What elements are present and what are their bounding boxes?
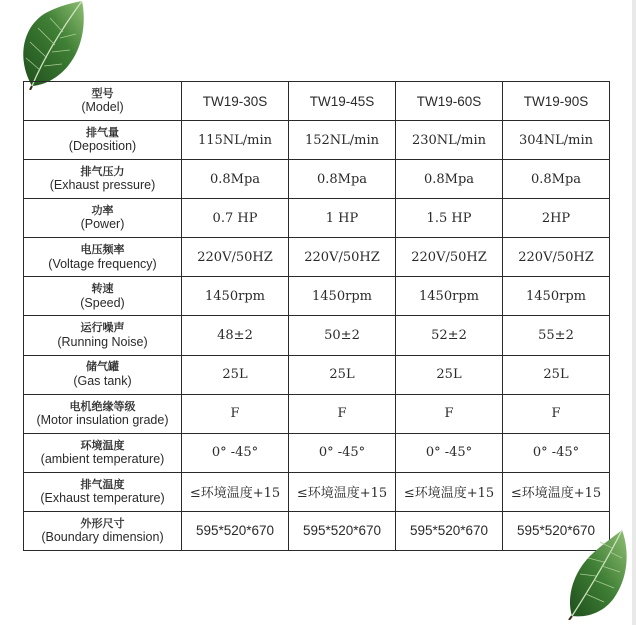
spec-table — [23, 81, 610, 551]
table-row — [24, 316, 610, 355]
value-cell: ≤环境温度+15 — [182, 472, 289, 511]
row-label-zh: 型号 — [91, 86, 114, 100]
table-row — [24, 433, 610, 472]
row-label-zh: 运行噪声 — [80, 321, 125, 335]
row-label-cell — [24, 160, 182, 199]
value-cell: 0.8Mpa — [289, 160, 396, 199]
row-label-cell — [24, 394, 182, 433]
model-name-cell: TW19-60S — [396, 82, 503, 121]
table-row — [24, 511, 610, 550]
value-cell: F — [289, 394, 396, 433]
value-cell: 220V/50HZ — [503, 238, 610, 277]
value-cell: 0° -45° — [396, 433, 503, 472]
value-cell: 595*520*670 — [289, 511, 396, 550]
value-cell: 595*520*670 — [503, 511, 610, 550]
row-label-zh: 环境温度 — [80, 438, 125, 452]
value-cell: ≤环境温度+15 — [503, 472, 610, 511]
page-edge — [632, 0, 636, 625]
value-cell: 0° -45° — [182, 433, 289, 472]
model-name-cell: TW19-30S — [182, 82, 289, 121]
leaf-icon — [12, 0, 87, 90]
row-label-en: (Power) — [80, 217, 125, 232]
value-cell: 304NL/min — [503, 121, 610, 160]
table-row — [24, 160, 610, 199]
row-label-cell — [24, 121, 182, 160]
value-cell: 220V/50HZ — [396, 238, 503, 277]
value-cell: 1450rpm — [182, 277, 289, 316]
value-cell: 1450rpm — [503, 277, 610, 316]
row-label-en: (Speed) — [80, 295, 125, 310]
value-cell: 1450rpm — [396, 277, 503, 316]
model-name-cell: TW19-45S — [289, 82, 396, 121]
model-name-cell: TW19-90S — [503, 82, 610, 121]
row-label-cell — [24, 472, 182, 511]
value-cell: 25L — [396, 355, 503, 394]
value-cell: 48±2 — [182, 316, 289, 355]
table-row — [24, 472, 610, 511]
row-label-zh: 排气温度 — [80, 477, 125, 491]
value-cell: 25L — [289, 355, 396, 394]
value-cell: 0.8Mpa — [396, 160, 503, 199]
row-label-zh: 功率 — [91, 204, 114, 218]
value-cell: 595*520*670 — [182, 511, 289, 550]
value-cell: 50±2 — [289, 316, 396, 355]
row-label-cell — [24, 277, 182, 316]
row-label-en: (Exhaust pressure) — [49, 178, 156, 193]
value-cell: ≤环境温度+15 — [396, 472, 503, 511]
value-cell: 0.7 HP — [182, 199, 289, 238]
row-label-cell — [24, 433, 182, 472]
value-cell: 0° -45° — [289, 433, 396, 472]
table-row — [24, 394, 610, 433]
value-cell: 220V/50HZ — [289, 238, 396, 277]
table-row — [24, 277, 610, 316]
row-label-en: (Boundary dimension) — [41, 530, 164, 545]
value-cell: 0.8Mpa — [182, 160, 289, 199]
value-cell: ≤环境温度+15 — [289, 472, 396, 511]
row-label-en: (Exhaust temperature) — [40, 490, 165, 505]
value-cell: 1450rpm — [289, 277, 396, 316]
row-label-zh: 排气量 — [86, 125, 119, 139]
row-label-cell — [24, 316, 182, 355]
value-cell: 220V/50HZ — [182, 238, 289, 277]
row-label-cell — [24, 511, 182, 550]
row-label-cell — [24, 355, 182, 394]
row-label-zh: 转速 — [91, 282, 114, 296]
table-row — [24, 355, 610, 394]
value-cell: 52±2 — [396, 316, 503, 355]
row-label-en: (Model) — [81, 100, 124, 115]
row-label-cell — [24, 238, 182, 277]
row-label-en: (Gas tank) — [73, 373, 132, 388]
value-cell: 55±2 — [503, 316, 610, 355]
value-cell: F — [503, 394, 610, 433]
table-row — [24, 199, 610, 238]
model-label-cell — [24, 82, 182, 121]
value-cell: 2HP — [503, 199, 610, 238]
value-cell: 152NL/min — [289, 121, 396, 160]
value-cell: 0° -45° — [503, 433, 610, 472]
value-cell: 230NL/min — [396, 121, 503, 160]
table-row — [24, 121, 610, 160]
value-cell: 1 HP — [289, 199, 396, 238]
row-label-en: (Deposition) — [68, 139, 137, 154]
value-cell: 595*520*670 — [396, 511, 503, 550]
row-label-en: (Motor insulation grade) — [36, 412, 169, 427]
row-label-zh: 外形尺寸 — [80, 516, 125, 530]
value-cell: F — [182, 394, 289, 433]
table-row — [24, 238, 610, 277]
row-label-zh: 电压频率 — [80, 243, 125, 257]
value-cell: 25L — [182, 355, 289, 394]
row-label-zh: 排气压力 — [80, 165, 125, 179]
value-cell: 115NL/min — [182, 121, 289, 160]
value-cell: 1.5 HP — [396, 199, 503, 238]
row-label-zh: 储气罐 — [86, 360, 119, 374]
table-header-row — [24, 82, 610, 121]
leaf-icon — [560, 528, 630, 620]
row-label-en: (Running Noise) — [57, 334, 148, 349]
row-label-en: (ambient temperature) — [40, 451, 165, 466]
value-cell: 0.8Mpa — [503, 160, 610, 199]
row-label-en: (Voltage frequency) — [48, 256, 157, 271]
value-cell: F — [396, 394, 503, 433]
value-cell: 25L — [503, 355, 610, 394]
row-label-cell — [24, 199, 182, 238]
row-label-zh: 电机绝缘等级 — [69, 399, 136, 413]
